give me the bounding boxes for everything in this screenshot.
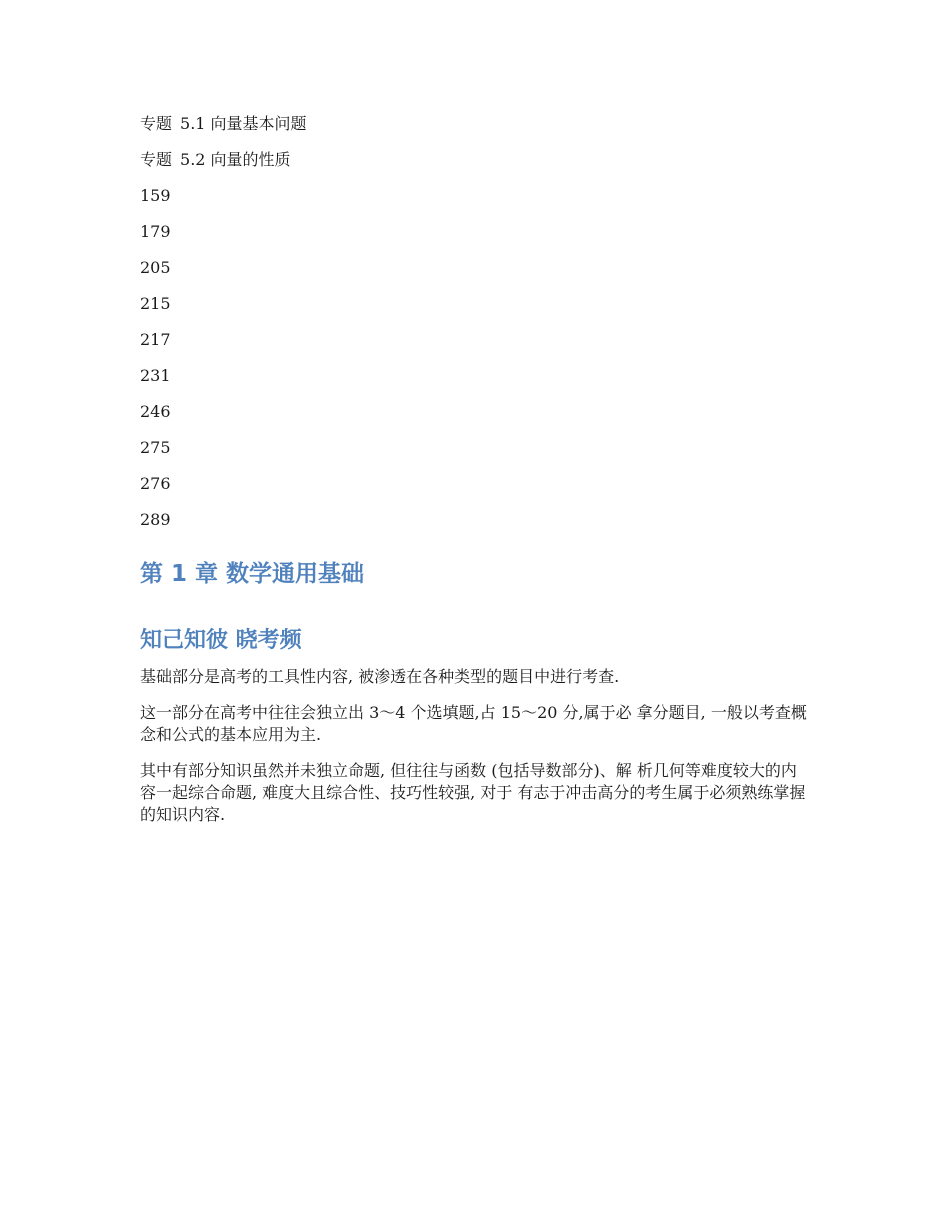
- toc-page-number: 246: [140, 402, 171, 421]
- toc-page-number: 275: [140, 438, 171, 457]
- document-page: [140, 112, 808, 826]
- body-paragraph: 基础部分是高考的工具性内容, 被渗透在各种类型的题目中进行考查.: [140, 667, 620, 686]
- toc-page-number: 289: [140, 510, 171, 529]
- toc-entry-label: 专题: [140, 150, 173, 169]
- toc-entry-title: 5.1 向量基本问题: [180, 114, 307, 133]
- toc-entry-label: 专题: [140, 114, 173, 133]
- toc-page-number: 179: [140, 222, 171, 241]
- body-paragraph: 其中有部分知识虽然并未独立命题, 但往往与函数 (包括导数部分)、解 析几何等难度较大的内容一起综合命题, 难度大且综合性、技巧性较强, 对于 有志于冲击高分的考生属于必须熟练掌握的知识内容.: [140, 761, 806, 824]
- chapter-title: 第 1 章 数学通用基础: [140, 561, 365, 587]
- toc-page-number: 231: [140, 366, 171, 385]
- toc-page-number: 217: [140, 330, 171, 349]
- toc-entry-title: 5.2 向量的性质: [180, 150, 291, 169]
- toc-page-number: 159: [140, 186, 171, 205]
- toc-page-number: 215: [140, 294, 171, 313]
- toc-page-number: 205: [140, 258, 171, 277]
- body-paragraph: 这一部分在高考中往往会独立出 3～4 个选填题,占 15～20 分,属于必 拿分题目, 一般以考查概念和公式的基本应用为主.: [140, 703, 807, 744]
- section-title: 知己知彼 晓考频: [140, 628, 302, 653]
- toc-page-number: 276: [140, 474, 171, 493]
- toc-entry: [140, 148, 808, 172]
- toc-entry: [140, 112, 808, 136]
